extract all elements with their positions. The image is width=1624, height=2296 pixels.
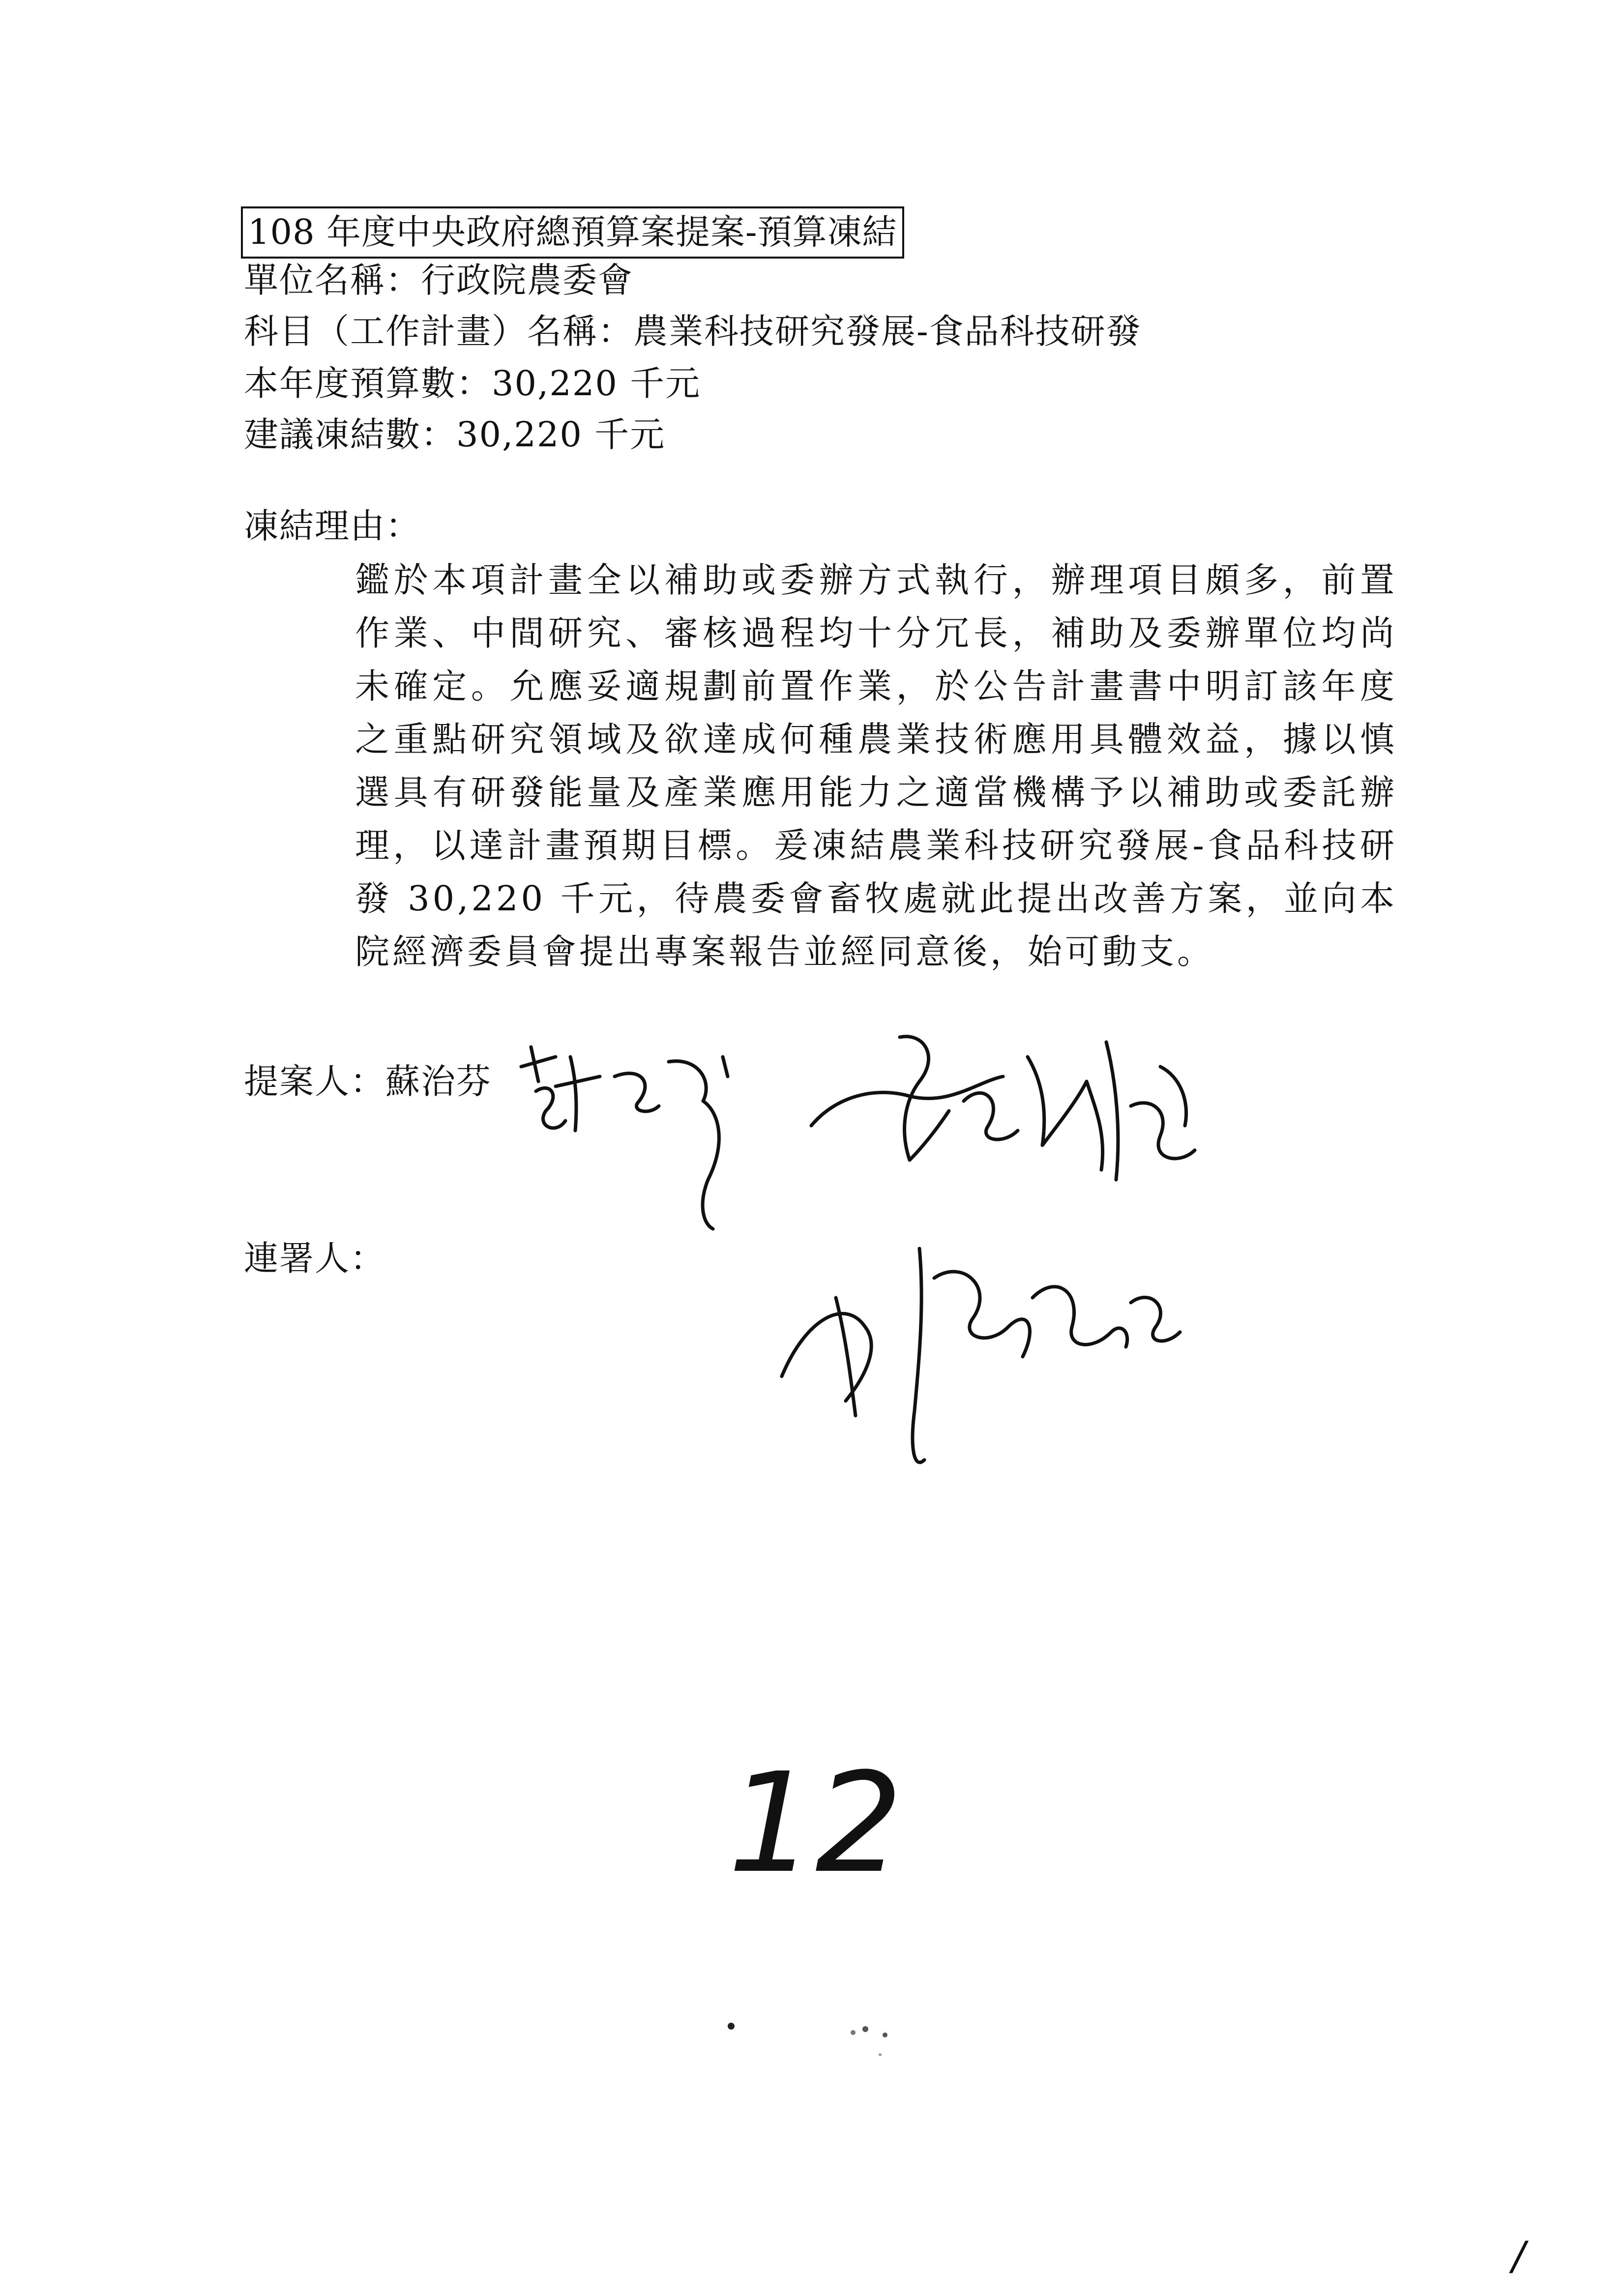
scan-speck — [879, 2053, 882, 2056]
handwritten-page-mark: / — [1512, 2233, 1525, 2279]
scan-speck — [851, 2030, 856, 2035]
cosigner-line: 連署人： — [244, 1238, 385, 1279]
unit-name-line: 單位名稱：行政院農委會 — [244, 260, 633, 300]
freeze-amount-line: 建議凍結數：30,220 千元 — [244, 414, 666, 455]
scan-speck — [862, 2026, 868, 2032]
budget-amount-line: 本年度預算數：30,220 千元 — [244, 363, 701, 404]
scan-speck — [728, 2023, 735, 2030]
handwritten-page-number: 12 — [728, 1744, 903, 1904]
freeze-reason-text: 鑑於本項計畫全以補助或委辦方式執行，辦理項目頗多，前置作業、中間研究、審核過程均十分冗長，補助及委辦單位均尚未確定。允應妥適規劃前置作業，於公告計畫書中明訂該年度之重點研究領域及欲達成何種農業技術應用具體效益，據以慎選具有研發能量及產業應用能力之適當機構予以補助或委託辦理，以達計畫預期目標。爰凍結農業科技研究發展-食品科技研發 30,220 千元，待農委會畜牧處就此提出改善方案，並向本院經濟委員會提出專案報告並經同意後，始可動支。 — [355, 560, 1397, 972]
proposer-line: 提案人：蘇治芬 — [244, 1061, 492, 1102]
freeze-reason-label: 凍結理由： — [244, 506, 421, 546]
scan-speck — [883, 2033, 887, 2037]
subject-name-line: 科目（工作計畫）名稱：農業科技研究發展-食品科技研發 — [244, 311, 1142, 351]
document-title: 108 年度中央政府總預算案提案-預算凍結 — [241, 206, 904, 259]
